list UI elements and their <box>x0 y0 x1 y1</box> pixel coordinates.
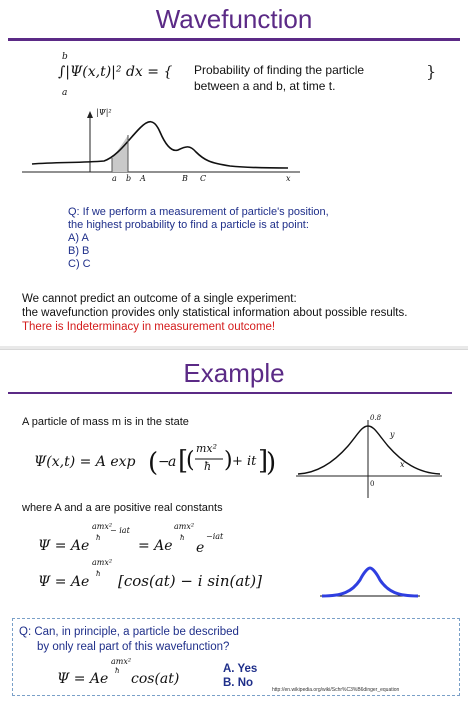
gauss-y-label: y <box>390 430 395 439</box>
gauss-x-label: x <box>400 460 405 469</box>
graph-tick-a: a <box>112 174 117 183</box>
eq1-exponent-2: amx² <box>174 522 195 531</box>
answer-no: B. No <box>223 677 254 689</box>
eq1-exponent-1: amx² <box>92 522 113 531</box>
slide-title: Example <box>183 358 285 388</box>
integral-expression: ∫|Ψ(x,t)|² dx = { <box>58 64 173 80</box>
eq1-exponent-1-tail: − iat <box>110 526 130 535</box>
intro-text: A particle of mass m is in the state <box>22 416 189 428</box>
eq2-rhs: [cos(at) − i sin(at)] <box>118 572 263 590</box>
eq1-tail-e: e <box>196 540 205 556</box>
eq2-exponent-den: ħ <box>96 570 101 578</box>
eq1-middle: = Ae <box>138 538 173 554</box>
graph-y-label: |Ψ|² <box>96 108 112 117</box>
answer-yes: A. Yes <box>223 663 258 675</box>
psi-definition-it: + it <box>232 454 257 469</box>
slide-example <box>0 349 468 701</box>
closing-brace: } <box>426 62 437 81</box>
option-c: C) C <box>68 258 91 270</box>
graph-tick-A: A <box>140 174 146 183</box>
minus-sign: − <box>158 454 170 470</box>
slide-wavefunction <box>0 0 468 346</box>
shaded-area <box>112 135 128 172</box>
graph-tick-B: B <box>182 174 188 183</box>
question-line-2: the highest probability to find a particle is at point: <box>68 219 309 231</box>
paren-inner-open: ( <box>186 448 195 473</box>
question-eq-exponent: amx² <box>111 657 132 666</box>
integral-meaning-line-1: Probability of finding the particle <box>194 63 365 77</box>
gauss-zero-label: 0 <box>370 480 375 488</box>
fraction-numerator: mx² <box>196 442 218 455</box>
gaussian-curve <box>298 426 440 474</box>
question-eq-exponent-den: ħ <box>115 667 120 675</box>
eq1-lhs: Ψ = Ae <box>38 538 90 554</box>
eq2-lhs: Ψ = Ae <box>38 574 90 590</box>
question-eq-rhs: cos(at) <box>131 671 180 687</box>
where-text: where A and a are positive real constants <box>22 502 223 514</box>
graph-tick-b: b <box>126 174 132 183</box>
paren-open: ( <box>148 448 159 478</box>
wave-packet-curve <box>322 568 418 596</box>
paren-close: ) <box>266 448 277 478</box>
integral-meaning-line-2: between a and b, at time t. <box>194 79 336 93</box>
gauss-top-label: 0.8 <box>370 414 382 422</box>
statement-line-1: We cannot predict an outcome of a single experiment: <box>22 293 297 305</box>
option-b: B) B <box>68 245 90 257</box>
question-line-1: Q: If we perform a measurement of particle's position, <box>68 206 329 218</box>
integral-upper-limit: b <box>62 52 68 62</box>
question-box <box>12 618 460 696</box>
source-url: http://en.wikipedia.org/wiki/Schr%C3%B6dinger_equation <box>272 687 400 693</box>
graph-tick-C: C <box>200 174 207 183</box>
fraction-denominator: ħ <box>204 460 212 473</box>
eq1-exponent-2-den: ħ <box>180 534 185 542</box>
question-line-2: by only real part of this wavefunction? <box>37 641 230 653</box>
bracket-close: ] <box>258 446 269 476</box>
statement-line-2: the wavefunction provides only statistical information about possible results. <box>22 307 408 319</box>
question-eq-lhs: Ψ = Ae <box>57 671 109 687</box>
bracket-open: [ <box>178 446 189 476</box>
y-axis-arrow <box>87 111 93 118</box>
slide-title: Wavefunction <box>155 4 313 34</box>
graph-x-label: x <box>286 174 291 183</box>
density-curve <box>32 122 288 168</box>
eq1-tail-exponent: −iat <box>206 532 224 541</box>
question-line-1: Q: Can, in principle, a particle be described <box>19 626 239 638</box>
paren-inner-close: ) <box>224 448 233 473</box>
integral-lower-limit: a <box>62 88 68 98</box>
psi-definition-lhs: Ψ(x,t) = A exp <box>34 454 136 470</box>
option-a: A) A <box>68 232 89 244</box>
indeterminacy-statement: There is Indeterminacy in measurement outcome! <box>22 321 276 333</box>
psi-definition-a: a <box>168 454 177 470</box>
eq1-exponent-1-den: ħ <box>96 534 101 542</box>
eq2-exponent: amx² <box>92 558 113 567</box>
